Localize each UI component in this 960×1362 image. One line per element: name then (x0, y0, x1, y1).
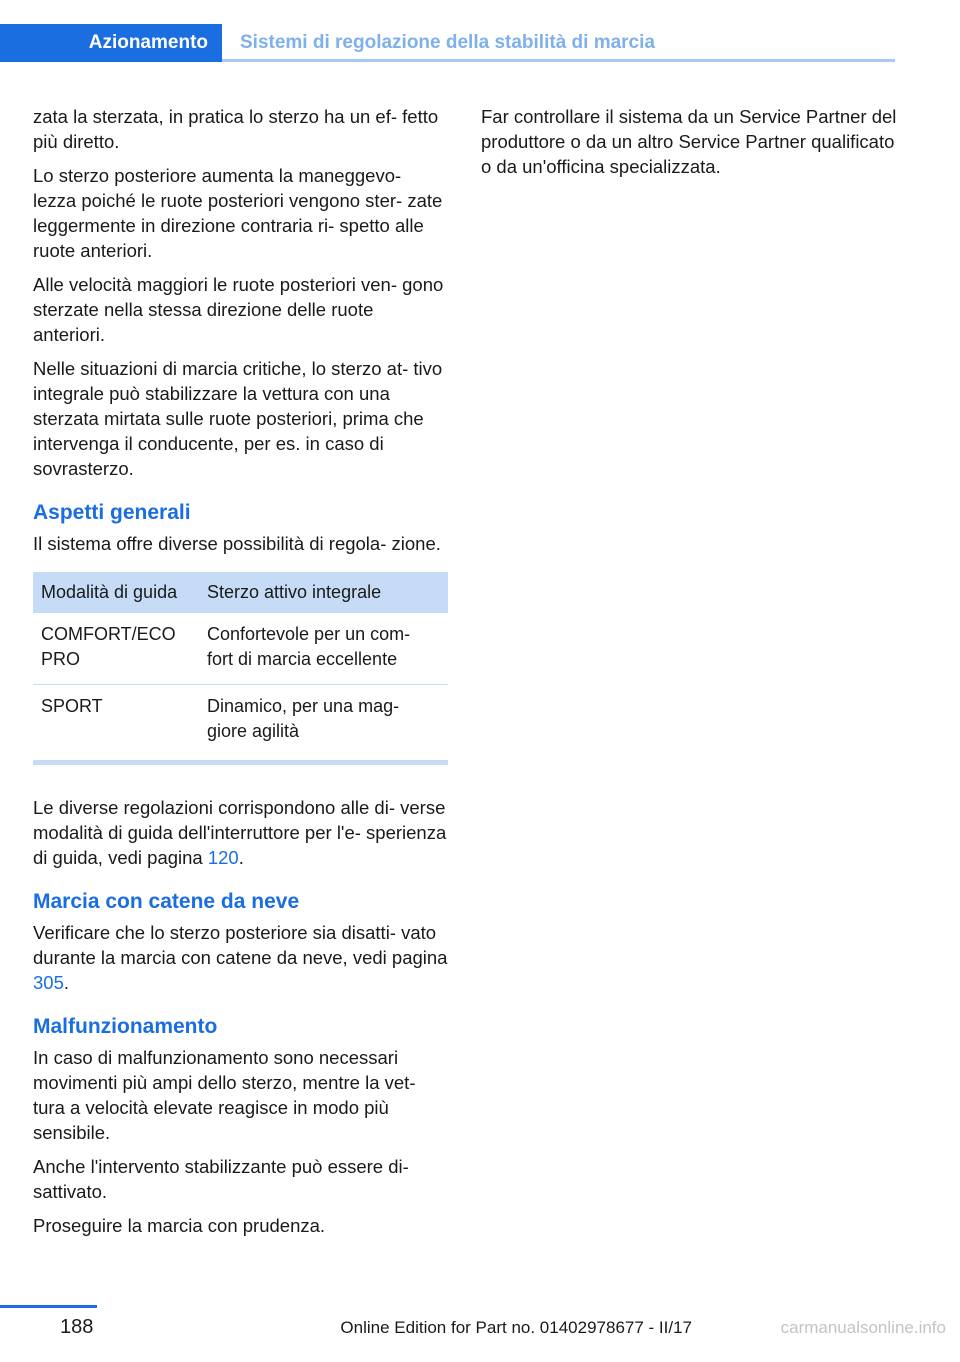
paragraph-text: Verificare che lo sterzo posteriore sia disatti‐ vato durante la marcia con catene da neve, vedi pagina (33, 922, 448, 968)
header-divider (222, 59, 895, 62)
watermark: carmanualsonline.info (780, 1318, 946, 1337)
driving-modes-table (33, 572, 448, 765)
table-row (33, 613, 448, 685)
right-column (481, 104, 901, 188)
edition-label: Online Edition for Part no. 01402978677 - II/17 (340, 1318, 692, 1337)
table-header-row (33, 572, 448, 613)
heading-malfunction: Malfunzionamento (33, 1015, 218, 1038)
table-header-cell: Modalità di guida (33, 572, 199, 613)
paragraph: Alle velocità maggiori le ruote posteriori ven‐ gono sterzate nella stessa direzione delle ruote anteriori. (33, 274, 444, 345)
paragraph: In caso di malfunzionamento sono necessari movimenti più ampi dello sterzo, mentre la vet‐ tura a velocità elevate reagisce in modo più sensibile. (33, 1047, 416, 1143)
chapter-tab[interactable]: Azionamento (0, 24, 222, 62)
paragraph: Proseguire la marcia con prudenza. (33, 1215, 326, 1236)
table-row (33, 685, 448, 763)
table-cell: Dinamico, per una mag‐ giore agilità (199, 685, 448, 763)
table-cell: SPORT (33, 685, 199, 763)
left-column (33, 104, 449, 1247)
footer-divider (0, 1305, 97, 1308)
paragraph: Nelle situazioni di marcia critiche, lo sterzo at‐ tivo integrale può stabilizzare la vettura con una sterzata mirtata sulle ruote posteriori, prima che intervenga il conducente, per es. in caso di sovrasterzo. (33, 358, 443, 479)
paragraph: zata la sterzata, in pratica lo sterzo ha un ef‐ fetto più diretto. (33, 106, 439, 152)
section-title[interactable]: Sistemi di regolazione della stabilità di marcia (240, 32, 655, 53)
heading-snow-chains: Marcia con catene da neve (33, 890, 300, 913)
page-link-120[interactable]: 120 (207, 847, 239, 868)
paragraph: Verificare che lo sterzo posteriore sia disatti‐ vato durante la marcia con catene da neve, vedi pagina 305. (33, 922, 448, 993)
page-number: 188 (60, 1316, 94, 1338)
paragraph: Il sistema offre diverse possibilità di regola‐ zione. (33, 533, 441, 554)
page-link-305[interactable]: 305 (33, 972, 64, 993)
paragraph: Le diverse regolazioni corrispondono alle di‐ verse modalità di guida dell'interruttore per l'e‐ sperienza di guida, vedi pagina 120. (33, 797, 447, 868)
paragraph-text: Le diverse regolazioni corrispondono alle di‐ verse modalità di guida dell'interruttore per l'e‐ sperienza di guida, vedi pagina (33, 797, 447, 868)
table-header-cell: Sterzo attivo integrale (199, 572, 448, 613)
heading-general: Aspetti generali (33, 501, 191, 524)
paragraph: Anche l'intervento stabilizzante può essere di‐ sattivato. (33, 1156, 409, 1202)
paragraph: Lo sterzo posteriore aumenta la maneggevo‐ lezza poiché le ruote posteriori vengono ster‐ zate leggermente in direzione contraria ri‐ spetto alle ruote anteriori. (33, 165, 443, 261)
page-header (0, 0, 960, 64)
table-cell: Confortevole per un com‐ fort di marcia eccellente (199, 613, 448, 685)
table-cell: COMFORT/ECO PRO (33, 613, 199, 685)
paragraph: Far controllare il sistema da un Service Partner del produttore o da un altro Service Partner qualificato o da un'officina specializzata. (481, 106, 897, 177)
